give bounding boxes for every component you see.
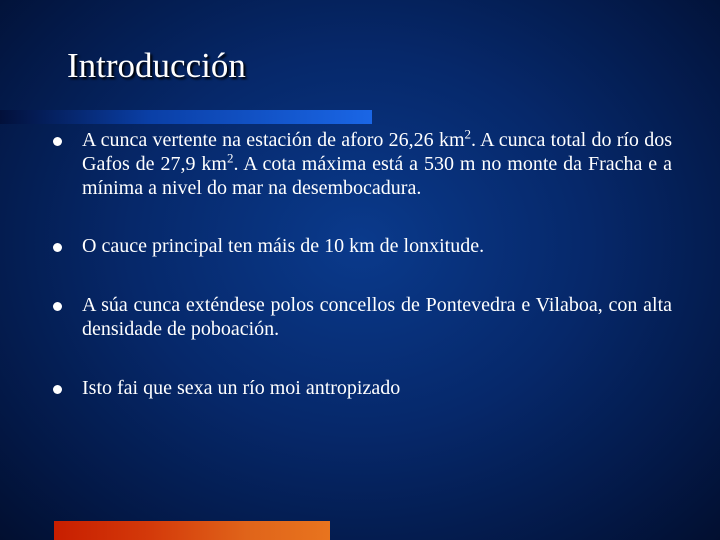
superscript: 2 xyxy=(464,126,471,142)
bullet-item-anthropized xyxy=(50,376,672,400)
bottom-accent-bar xyxy=(54,521,330,540)
bullet-dot-icon xyxy=(53,137,62,146)
bullet-text: O cauce principal ten máis de 10 km de lonxitude. xyxy=(82,235,485,257)
bullet-text: A súa cunca exténdese polos concellos de Pontevedra e Vilaboa, con alta densidade de poboación. xyxy=(82,294,672,340)
bullet-text-part: . A cunca total do río dos Gafos de 27,9 km xyxy=(82,129,672,175)
title-underline-bar xyxy=(0,110,372,124)
bullet-dot-icon xyxy=(53,385,62,394)
superscript: 2 xyxy=(226,150,234,166)
bullet-text: Isto fai que sexa un río moi antropizado xyxy=(82,377,401,399)
bullet-text-part: . A cota máxima está a 530 m no monte da Fracha e a mínima a nivel do mar na desembocadura. xyxy=(82,153,672,199)
bullet-list xyxy=(50,128,672,400)
bullet-text-part: A cunca vertente na estación de aforo 26,26 km xyxy=(82,129,465,151)
bullet-item-main-channel xyxy=(50,234,672,258)
bullet-dot-icon xyxy=(53,302,62,311)
bullet-item-municipalities xyxy=(50,293,672,341)
bullet-dot-icon xyxy=(53,243,62,252)
bullet-text xyxy=(82,126,672,199)
bullet-item-catchment-area xyxy=(50,128,672,200)
slide-title: Introducción xyxy=(67,46,246,85)
